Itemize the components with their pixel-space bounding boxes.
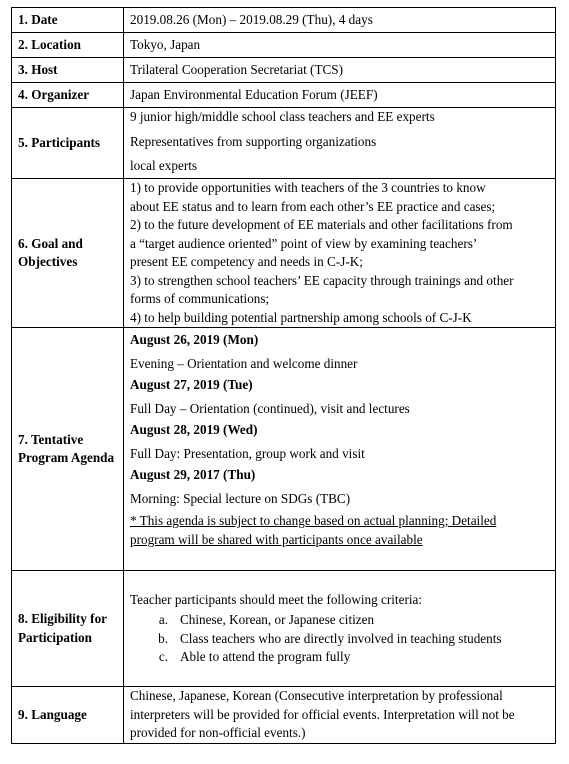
agenda-activity: Evening – Orientation and welcome dinner xyxy=(130,355,358,371)
label-eligibility-line: 8. Eligibility for xyxy=(18,611,108,626)
row-participants xyxy=(12,108,556,179)
language-line: provided for non-official events.) xyxy=(130,725,306,740)
agenda-activity: Morning: Special lecture on SDGs (TBC) xyxy=(130,490,351,506)
criteria-marker: a. xyxy=(158,612,168,627)
eligibility-intro: Teacher participants should meet the following criteria: xyxy=(130,591,423,607)
criteria-text: Able to attend the program fully xyxy=(180,649,351,664)
label-organizer: 4. Organizer xyxy=(12,83,124,108)
criteria-text: Chinese, Korean, or Japanese citizen xyxy=(180,612,375,627)
label-host: 3. Host xyxy=(12,58,124,83)
value-agenda xyxy=(124,328,556,571)
program-info-table xyxy=(11,7,556,744)
row-date xyxy=(12,8,556,33)
agenda-date: August 26, 2019 (Mon) xyxy=(130,332,259,347)
row-goal xyxy=(12,179,556,328)
agenda-activity: Full Day: Presentation, group work and visit xyxy=(130,445,365,461)
goal-line: about EE status and to learn from each other’s EE practice and cases; xyxy=(130,198,496,214)
agenda-note: * This agenda is subject to change based on actual planning; Detailed xyxy=(130,513,497,528)
criteria-item xyxy=(130,611,549,630)
agenda-activity: Full Day – Orientation (continued), visit and lectures xyxy=(130,400,410,416)
goal-line: 3) to strengthen school teachers’ EE capacity through trainings and other xyxy=(130,272,514,288)
label-goal-line: 6. Goal and xyxy=(18,235,83,251)
agenda-date: August 27, 2019 (Tue) xyxy=(130,377,253,392)
label-goal-line: Objectives xyxy=(18,254,78,269)
goal-line: present EE competency and needs in C-J-K; xyxy=(130,254,363,269)
agenda-note: program will be shared with participants once available xyxy=(130,531,423,547)
value-organizer: Japan Environmental Education Forum (JEEF) xyxy=(124,83,556,108)
value-host: Trilateral Cooperation Secretariat (TCS) xyxy=(124,58,556,83)
label-agenda-line: Program Agenda xyxy=(18,450,115,465)
label-goal xyxy=(12,179,124,328)
label-participants: 5. Participants xyxy=(12,108,124,179)
goal-line: forms of communications; xyxy=(130,291,270,306)
goal-line: 4) to help building potential partnership among schools of C-J-K xyxy=(130,309,472,325)
label-agenda xyxy=(12,328,124,571)
criteria-marker: c. xyxy=(158,649,168,664)
participants-line: local experts xyxy=(130,158,198,173)
label-language: 9. Language xyxy=(12,687,124,744)
row-eligibility xyxy=(12,571,556,687)
value-language xyxy=(124,687,556,744)
goal-line: 2) to the future development of EE materials and other facilitations from xyxy=(130,217,513,232)
row-location xyxy=(12,33,556,58)
agenda-date: August 29, 2017 (Thu) xyxy=(130,467,256,482)
criteria-item xyxy=(130,630,549,649)
criteria-text: Class teachers who are directly involved in teaching students xyxy=(180,630,502,646)
criteria-list xyxy=(130,611,549,667)
goal-line: a “target audience oriented” point of view by examining teachers’ xyxy=(130,235,478,251)
label-eligibility xyxy=(12,571,124,687)
label-eligibility-line: Participation xyxy=(18,629,92,645)
agenda-date: August 28, 2019 (Wed) xyxy=(130,422,258,437)
label-date: 1. Date xyxy=(12,8,124,33)
row-host xyxy=(12,58,556,83)
participants-line: 9 junior high/middle school class teachers and EE experts xyxy=(130,109,435,124)
goal-line: 1) to provide opportunities with teachers of the 3 countries to know xyxy=(130,180,486,195)
participants-line: Representatives from supporting organizations xyxy=(130,133,377,149)
value-eligibility xyxy=(124,571,556,687)
label-location: 2. Location xyxy=(12,33,124,58)
row-agenda xyxy=(12,328,556,571)
criteria-marker: b. xyxy=(158,630,168,646)
criteria-item xyxy=(130,648,549,667)
value-goal xyxy=(124,179,556,328)
value-participants xyxy=(124,108,556,179)
row-language xyxy=(12,687,556,744)
value-date: 2019.08.26 (Mon) – 2019.08.29 (Thu), 4 days xyxy=(124,8,556,33)
value-location: Tokyo, Japan xyxy=(124,33,556,58)
row-organizer xyxy=(12,83,556,108)
language-line: Chinese, Japanese, Korean (Consecutive interpretation by professional xyxy=(130,688,503,703)
language-line: interpreters will be provided for official events. Interpretation will not be xyxy=(130,706,515,722)
label-agenda-line: 7. Tentative xyxy=(18,431,84,447)
